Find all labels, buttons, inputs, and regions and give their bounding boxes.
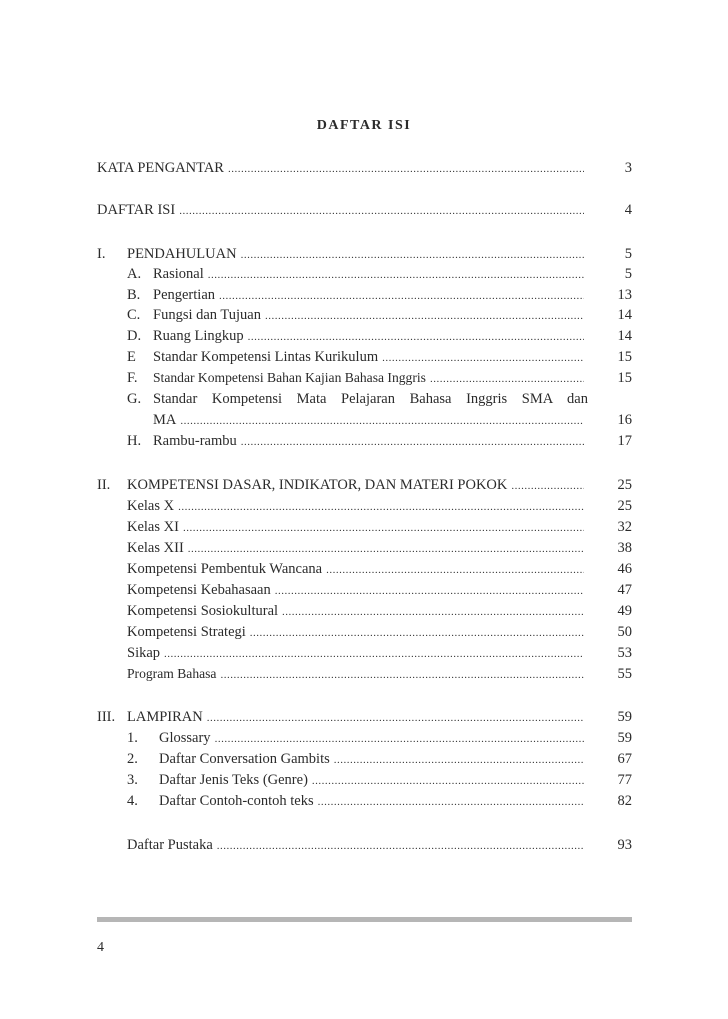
dot-leader [334,750,584,770]
toc-entry-standar-kompetensi-mapel-line1[interactable] [97,389,632,409]
dot-leader [180,411,584,431]
dot-leader [207,708,584,728]
toc-number: 2. [127,751,138,767]
toc-label: Sikap [127,645,161,661]
toc-label: Daftar Jenis Teks (Genre) [159,772,308,788]
toc-page: 5 [624,246,632,262]
dot-leader [228,159,584,179]
toc-section-lampiran[interactable] [97,707,632,727]
toc-label: Standar Kompetensi Lintas Kurikulum [153,349,379,365]
toc-page: 49 [617,603,632,619]
dot-leader [275,581,584,601]
toc-label: Standar Kompetensi Bahan Kajian Bahasa Inggris [153,370,426,385]
toc-label: Daftar Contoh-contoh teks [159,793,314,809]
toc-label: Fungsi dan Tujuan [153,307,261,323]
toc-entry-conversation-gambits[interactable] [97,749,632,769]
toc-entry-kelas-xi[interactable] [97,517,632,537]
toc-page: 77 [617,772,632,788]
toc-section-kompetensi-dasar[interactable] [97,475,632,495]
toc-entry-kelas-xii[interactable] [97,538,632,558]
toc-entry-kompetensi-sosiokultural[interactable] [97,601,632,621]
toc-number: B. [127,287,141,303]
dot-leader [265,306,584,326]
toc-label: Daftar Pustaka [127,837,213,853]
toc-label: Kelas XII [127,540,184,556]
toc-page: 4 [624,202,632,218]
toc-entry-kelas-x[interactable] [97,496,632,516]
toc-label: Rambu-rambu [153,433,237,449]
toc-page: 55 [617,666,632,682]
toc-number: E [127,349,136,365]
dot-leader [382,348,584,368]
dot-leader [430,369,584,389]
toc-page: 14 [617,307,632,323]
toc-entry-pengertian[interactable] [97,285,632,305]
dot-leader [312,771,584,791]
dot-leader [188,539,584,559]
toc-number: 4. [127,793,138,809]
dot-leader [220,665,584,685]
toc-page: 25 [617,498,632,514]
dot-leader [217,836,584,856]
toc-page: 14 [617,328,632,344]
toc-number: H. [127,433,142,449]
toc-entry-kata-pengantar[interactable] [97,158,632,178]
toc-label: KATA PENGANTAR [97,160,224,176]
toc-page: 17 [617,433,632,449]
toc-label: LAMPIRAN [127,709,203,725]
toc-entry-standar-kompetensi-lintas-kurikulum[interactable] [97,347,632,367]
dot-leader [215,729,584,749]
toc-entry-standar-kompetensi-bahan-kajian[interactable] [97,368,632,388]
toc-page: 59 [617,709,632,725]
toc-label: Rasional [153,266,204,282]
toc-number: 1. [127,730,138,746]
toc-number: 3. [127,772,138,788]
toc-section-pendahuluan[interactable] [97,244,632,264]
toc-entry-sikap[interactable] [97,643,632,663]
toc-entry-glossary[interactable] [97,728,632,748]
toc-page: 67 [617,751,632,767]
toc-entry-rasional[interactable] [97,264,632,284]
toc-label: MA [153,412,177,428]
toc-page: 47 [617,582,632,598]
toc-label: Kompetensi Pembentuk Wancana [127,561,323,577]
toc-page: 13 [617,287,632,303]
toc-entry-daftar-pustaka[interactable] [97,835,632,855]
dot-leader [241,245,584,265]
toc-number: I. [97,246,106,262]
toc-label: DAFTAR ISI [97,202,176,218]
toc-page: 3 [624,160,632,176]
dot-leader [219,286,584,306]
toc-page: 59 [617,730,632,746]
toc-entry-contoh-teks[interactable] [97,791,632,811]
toc-label: Kompetensi Kebahasaan [127,582,271,598]
toc-label: Pengertian [153,287,216,303]
footer-rule [97,917,632,922]
dot-leader [248,327,584,347]
toc-number: C. [127,307,141,323]
dot-leader [178,497,584,517]
toc-page: 46 [617,561,632,577]
dot-leader [282,602,584,622]
toc-number: III. [97,709,116,725]
toc-page: 38 [617,540,632,556]
toc-page: 16 [617,412,632,428]
toc-entry-daftar-isi[interactable] [97,200,632,220]
toc-label: Kelas X [127,498,175,514]
toc-page: 25 [617,477,632,493]
toc-label: PENDAHULUAN [127,246,237,262]
toc-label: Kompetensi Sosiokultural [127,603,279,619]
dot-leader [326,560,584,580]
dot-leader [208,265,584,285]
toc-page: 5 [624,266,632,282]
toc-label: Kelas XI [127,519,179,535]
toc-number: II. [97,477,111,493]
toc-number: F. [127,370,138,386]
toc-label: KOMPETENSI DASAR, INDIKATOR, DAN MATERI POKOK [127,477,508,493]
dot-leader [179,201,584,221]
dot-leader [241,432,584,452]
toc-page: 50 [617,624,632,640]
toc-page: 15 [617,370,632,386]
toc-page: 93 [617,837,632,853]
dot-leader [164,644,584,664]
toc-label: Glossary [159,730,211,746]
dot-leader [511,476,584,496]
toc-label: Standar Kompetensi Mata Pelajaran Bahasa Inggris SMA dan [153,391,588,407]
dot-leader [318,792,584,812]
toc-entry-ruang-lingkup[interactable] [97,326,632,346]
toc-label: Daftar Conversation Gambits [159,751,330,767]
page-title: DAFTAR ISI [316,118,412,133]
toc-page: 15 [617,349,632,365]
page-number: 4 [97,940,104,955]
toc-label: Ruang Lingkup [153,328,244,344]
toc-label: Program Bahasa [127,666,217,681]
toc-number: G. [127,391,142,407]
toc-entry-fungsi-dan-tujuan[interactable] [97,305,632,325]
toc-entry-jenis-teks[interactable] [97,770,632,790]
toc-entry-rambu-rambu[interactable] [97,431,632,451]
toc-page: 32 [617,519,632,535]
toc-entry-kompetensi-strategi[interactable] [97,622,632,642]
toc-entry-standar-kompetensi-mapel-line2[interactable] [97,410,632,430]
toc-entry-kompetensi-pembentuk-wancana[interactable] [97,559,632,579]
toc-number: D. [127,328,142,344]
dot-leader [183,518,584,538]
toc-number: A. [127,266,142,282]
toc-label: Kompetensi Strategi [127,624,246,640]
toc-entry-kompetensi-kebahasaan[interactable] [97,580,632,600]
toc-page: 53 [617,645,632,661]
toc-entry-program-bahasa[interactable] [97,664,632,684]
dot-leader [250,623,584,643]
toc-page: 82 [617,793,632,809]
